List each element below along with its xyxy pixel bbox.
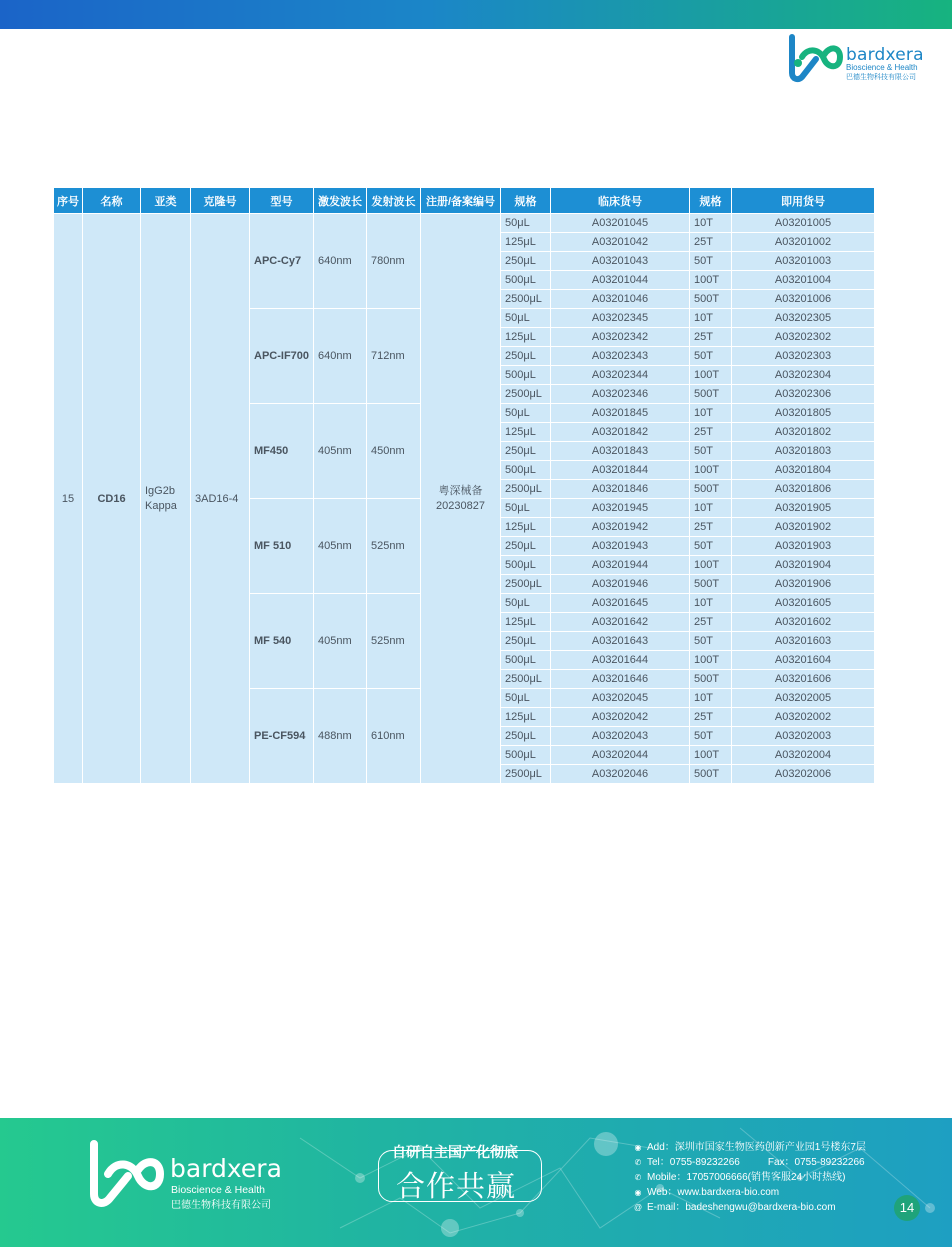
spec2-cell: 10T: [690, 594, 732, 613]
ready-code-cell: A03202004: [732, 746, 875, 765]
spec-cell: 2500μL: [501, 290, 551, 309]
ready-code-cell: A03201003: [732, 252, 875, 271]
clinical-code-cell: A03201045: [551, 214, 690, 233]
spec2-cell: 50T: [690, 347, 732, 366]
col-header: 名称: [83, 188, 141, 214]
model-cell: MF 510: [250, 499, 314, 594]
clinical-code-cell: A03201946: [551, 575, 690, 594]
col-header: 规格: [690, 188, 732, 214]
web[interactable]: Web：www.bardxera-bio.com: [647, 1187, 780, 1198]
contact-info: [633, 1140, 866, 1215]
header-brand-name: bardxera: [846, 45, 924, 65]
clinical-code-cell: A03201943: [551, 537, 690, 556]
model-cell: APC-IF700: [250, 309, 314, 404]
spec2-cell: 10T: [690, 499, 732, 518]
spec-cell: 500μL: [501, 556, 551, 575]
col-header: 型号: [250, 188, 314, 214]
seq-cell: 15: [54, 214, 83, 784]
table-header-row: [54, 188, 875, 214]
em-cell: 780nm: [367, 214, 421, 309]
ex-cell: 640nm: [314, 214, 367, 309]
em-cell: 525nm: [367, 499, 421, 594]
ex-cell: 405nm: [314, 594, 367, 689]
clinical-code-cell: A03201845: [551, 404, 690, 423]
spec2-cell: 25T: [690, 233, 732, 252]
clinical-code-cell: A03201042: [551, 233, 690, 252]
clinical-code-cell: A03202344: [551, 366, 690, 385]
spec2-cell: 500T: [690, 290, 732, 309]
ready-code-cell: A03201602: [732, 613, 875, 632]
ex-cell: 405nm: [314, 499, 367, 594]
ex-cell: 405nm: [314, 404, 367, 499]
email-icon: @: [633, 1203, 643, 1212]
spec-cell: 250μL: [501, 442, 551, 461]
ready-code-cell: A03201805: [732, 404, 875, 423]
footer-brand-sub: Bioscience & Health: [171, 1184, 265, 1196]
col-header: 序号: [54, 188, 83, 214]
ready-code-cell: A03201603: [732, 632, 875, 651]
tel: Tel：0755-89232266: [647, 1157, 740, 1168]
subclass-cell: IgG2b Kappa: [141, 214, 191, 784]
ready-code-cell: A03201802: [732, 423, 875, 442]
clinical-code-cell: A03201942: [551, 518, 690, 537]
col-header: 规格: [501, 188, 551, 214]
spec2-cell: 100T: [690, 271, 732, 290]
em-cell: 525nm: [367, 594, 421, 689]
spec-cell: 250μL: [501, 537, 551, 556]
clinical-code-cell: A03201945: [551, 499, 690, 518]
clone-cell: 3AD16-4: [191, 214, 250, 784]
ex-cell: 640nm: [314, 309, 367, 404]
spec2-cell: 50T: [690, 252, 732, 271]
ready-code-cell: A03201904: [732, 556, 875, 575]
clinical-code-cell: A03201046: [551, 290, 690, 309]
clinical-code-cell: A03201645: [551, 594, 690, 613]
model-cell: APC-Cy7: [250, 214, 314, 309]
ready-code-cell: A03201804: [732, 461, 875, 480]
bardxera-logo-icon: [786, 33, 844, 83]
ready-code-cell: A03202304: [732, 366, 875, 385]
footer: [0, 1118, 952, 1247]
clinical-code-cell: A03202044: [551, 746, 690, 765]
em-cell: 712nm: [367, 309, 421, 404]
spec-cell: 2500μL: [501, 765, 551, 784]
ex-cell: 488nm: [314, 689, 367, 784]
location-icon: ◉: [634, 1143, 642, 1152]
clinical-code-cell: A03201643: [551, 632, 690, 651]
ready-code-cell: A03201902: [732, 518, 875, 537]
col-header: 注册/备案编号: [421, 188, 501, 214]
page-number: 14: [894, 1195, 920, 1221]
spec2-cell: 10T: [690, 404, 732, 423]
spec-cell: 500μL: [501, 461, 551, 480]
ready-code-cell: A03201906: [732, 575, 875, 594]
header-brand-sub: Bioscience & Health: [846, 63, 918, 72]
col-header: 克隆号: [191, 188, 250, 214]
spec-cell: 500μL: [501, 271, 551, 290]
spec-cell: 500μL: [501, 651, 551, 670]
spec2-cell: 25T: [690, 423, 732, 442]
clinical-code-cell: A03202346: [551, 385, 690, 404]
model-cell: MF 540: [250, 594, 314, 689]
ready-code-cell: A03201002: [732, 233, 875, 252]
name-cell: CD16: [83, 214, 141, 784]
spec2-cell: 100T: [690, 461, 732, 480]
col-header: 临床货号: [551, 188, 690, 214]
mobile: Mobile：17057006666(销售客服24小时热线): [647, 1172, 846, 1183]
ready-code-cell: A03202305: [732, 309, 875, 328]
spec-cell: 50μL: [501, 214, 551, 233]
clinical-code-cell: A03201843: [551, 442, 690, 461]
spec2-cell: 500T: [690, 480, 732, 499]
em-cell: 450nm: [367, 404, 421, 499]
footer-brand-cn: 巴德生物科技有限公司: [171, 1200, 271, 1211]
clinical-code-cell: A03201043: [551, 252, 690, 271]
ready-code-cell: A03202006: [732, 765, 875, 784]
header-logo: [786, 33, 936, 83]
clinical-code-cell: A03202043: [551, 727, 690, 746]
bardxera-logo-icon: [86, 1140, 166, 1210]
spec2-cell: 500T: [690, 385, 732, 404]
clinical-code-cell: A03201842: [551, 423, 690, 442]
ready-code-cell: A03202003: [732, 727, 875, 746]
spec2-cell: 25T: [690, 328, 732, 347]
ready-code-cell: A03201604: [732, 651, 875, 670]
spec2-cell: 100T: [690, 366, 732, 385]
spec2-cell: 50T: [690, 537, 732, 556]
ready-code-cell: A03201903: [732, 537, 875, 556]
top-banner: [0, 0, 952, 29]
clinical-code-cell: A03202343: [551, 347, 690, 366]
ready-code-cell: A03202005: [732, 689, 875, 708]
table-row: [54, 214, 875, 233]
fax: Fax：0755-89232266: [767, 1157, 865, 1168]
clinical-code-cell: A03201644: [551, 651, 690, 670]
spec2-cell: 100T: [690, 651, 732, 670]
clinical-code-cell: A03201646: [551, 670, 690, 689]
spec-cell: 125μL: [501, 708, 551, 727]
spec2-cell: 500T: [690, 575, 732, 594]
clinical-code-cell: A03202046: [551, 765, 690, 784]
ready-code-cell: A03201605: [732, 594, 875, 613]
model-cell: PE-CF594: [250, 689, 314, 784]
spec2-cell: 50T: [690, 442, 732, 461]
registration-cell: 粤深械备 20230827: [421, 214, 501, 784]
footer-logo: [86, 1140, 286, 1210]
spec2-cell: 25T: [690, 518, 732, 537]
spec2-cell: 10T: [690, 214, 732, 233]
spec2-cell: 100T: [690, 746, 732, 765]
clinical-code-cell: A03202342: [551, 328, 690, 347]
spec2-cell: 500T: [690, 765, 732, 784]
clinical-code-cell: A03201642: [551, 613, 690, 632]
spec-cell: 2500μL: [501, 480, 551, 499]
phone-icon: ✆: [634, 1158, 642, 1167]
spec2-cell: 10T: [690, 309, 732, 328]
spec-cell: 125μL: [501, 613, 551, 632]
spec-cell: 250μL: [501, 632, 551, 651]
slogan: [378, 1140, 544, 1204]
clinical-code-cell: A03201846: [551, 480, 690, 499]
address: Add：深圳市国家生物医药创新产业园1号楼东7层: [647, 1142, 866, 1153]
clinical-code-cell: A03202345: [551, 309, 690, 328]
ready-code-cell: A03202303: [732, 347, 875, 366]
spec-cell: 50μL: [501, 689, 551, 708]
spec-cell: 125μL: [501, 518, 551, 537]
col-header: 亚类: [141, 188, 191, 214]
slogan-top: 自研自主国产化彻底: [392, 1144, 518, 1160]
col-header: 发射波长: [367, 188, 421, 214]
spec2-cell: 500T: [690, 670, 732, 689]
spec2-cell: 25T: [690, 613, 732, 632]
spec-cell: 125μL: [501, 328, 551, 347]
product-table: [53, 187, 875, 784]
clinical-code-cell: A03201944: [551, 556, 690, 575]
col-header: 即用货号: [732, 188, 875, 214]
spec-cell: 50μL: [501, 404, 551, 423]
spec2-cell: 25T: [690, 708, 732, 727]
mobile-icon: ✆: [634, 1173, 642, 1182]
web-icon: ◉: [634, 1188, 642, 1197]
spec-cell: 250μL: [501, 727, 551, 746]
spec-cell: 2500μL: [501, 575, 551, 594]
ready-code-cell: A03201005: [732, 214, 875, 233]
ready-code-cell: A03201806: [732, 480, 875, 499]
ready-code-cell: A03201905: [732, 499, 875, 518]
header-brand-cn: 巴德生物科技有限公司: [846, 74, 916, 81]
spec-cell: 125μL: [501, 423, 551, 442]
spec-cell: 50μL: [501, 309, 551, 328]
spec2-cell: 50T: [690, 632, 732, 651]
spec-cell: 500μL: [501, 746, 551, 765]
spec-cell: 50μL: [501, 594, 551, 613]
spec2-cell: 10T: [690, 689, 732, 708]
footer-brand-name: bardxera: [170, 1154, 282, 1183]
spec-cell: 250μL: [501, 347, 551, 366]
spec-cell: 2500μL: [501, 385, 551, 404]
spec-cell: 500μL: [501, 366, 551, 385]
ready-code-cell: A03202306: [732, 385, 875, 404]
spec-cell: 125μL: [501, 233, 551, 252]
ready-code-cell: A03202302: [732, 328, 875, 347]
ready-code-cell: A03201004: [732, 271, 875, 290]
slogan-main: 合作共赢: [396, 1171, 517, 1203]
ready-code-cell: A03201803: [732, 442, 875, 461]
clinical-code-cell: A03201844: [551, 461, 690, 480]
spec2-cell: 50T: [690, 727, 732, 746]
ready-code-cell: A03201006: [732, 290, 875, 309]
clinical-code-cell: A03202042: [551, 708, 690, 727]
spec-cell: 2500μL: [501, 670, 551, 689]
spec2-cell: 100T: [690, 556, 732, 575]
clinical-code-cell: A03201044: [551, 271, 690, 290]
spec-cell: 250μL: [501, 252, 551, 271]
ready-code-cell: A03202002: [732, 708, 875, 727]
clinical-code-cell: A03202045: [551, 689, 690, 708]
em-cell: 610nm: [367, 689, 421, 784]
col-header: 激发波长: [314, 188, 367, 214]
spec-cell: 50μL: [501, 499, 551, 518]
email[interactable]: E-mail：badeshengwu@bardxera-bio.com: [647, 1202, 836, 1213]
model-cell: MF450: [250, 404, 314, 499]
ready-code-cell: A03201606: [732, 670, 875, 689]
